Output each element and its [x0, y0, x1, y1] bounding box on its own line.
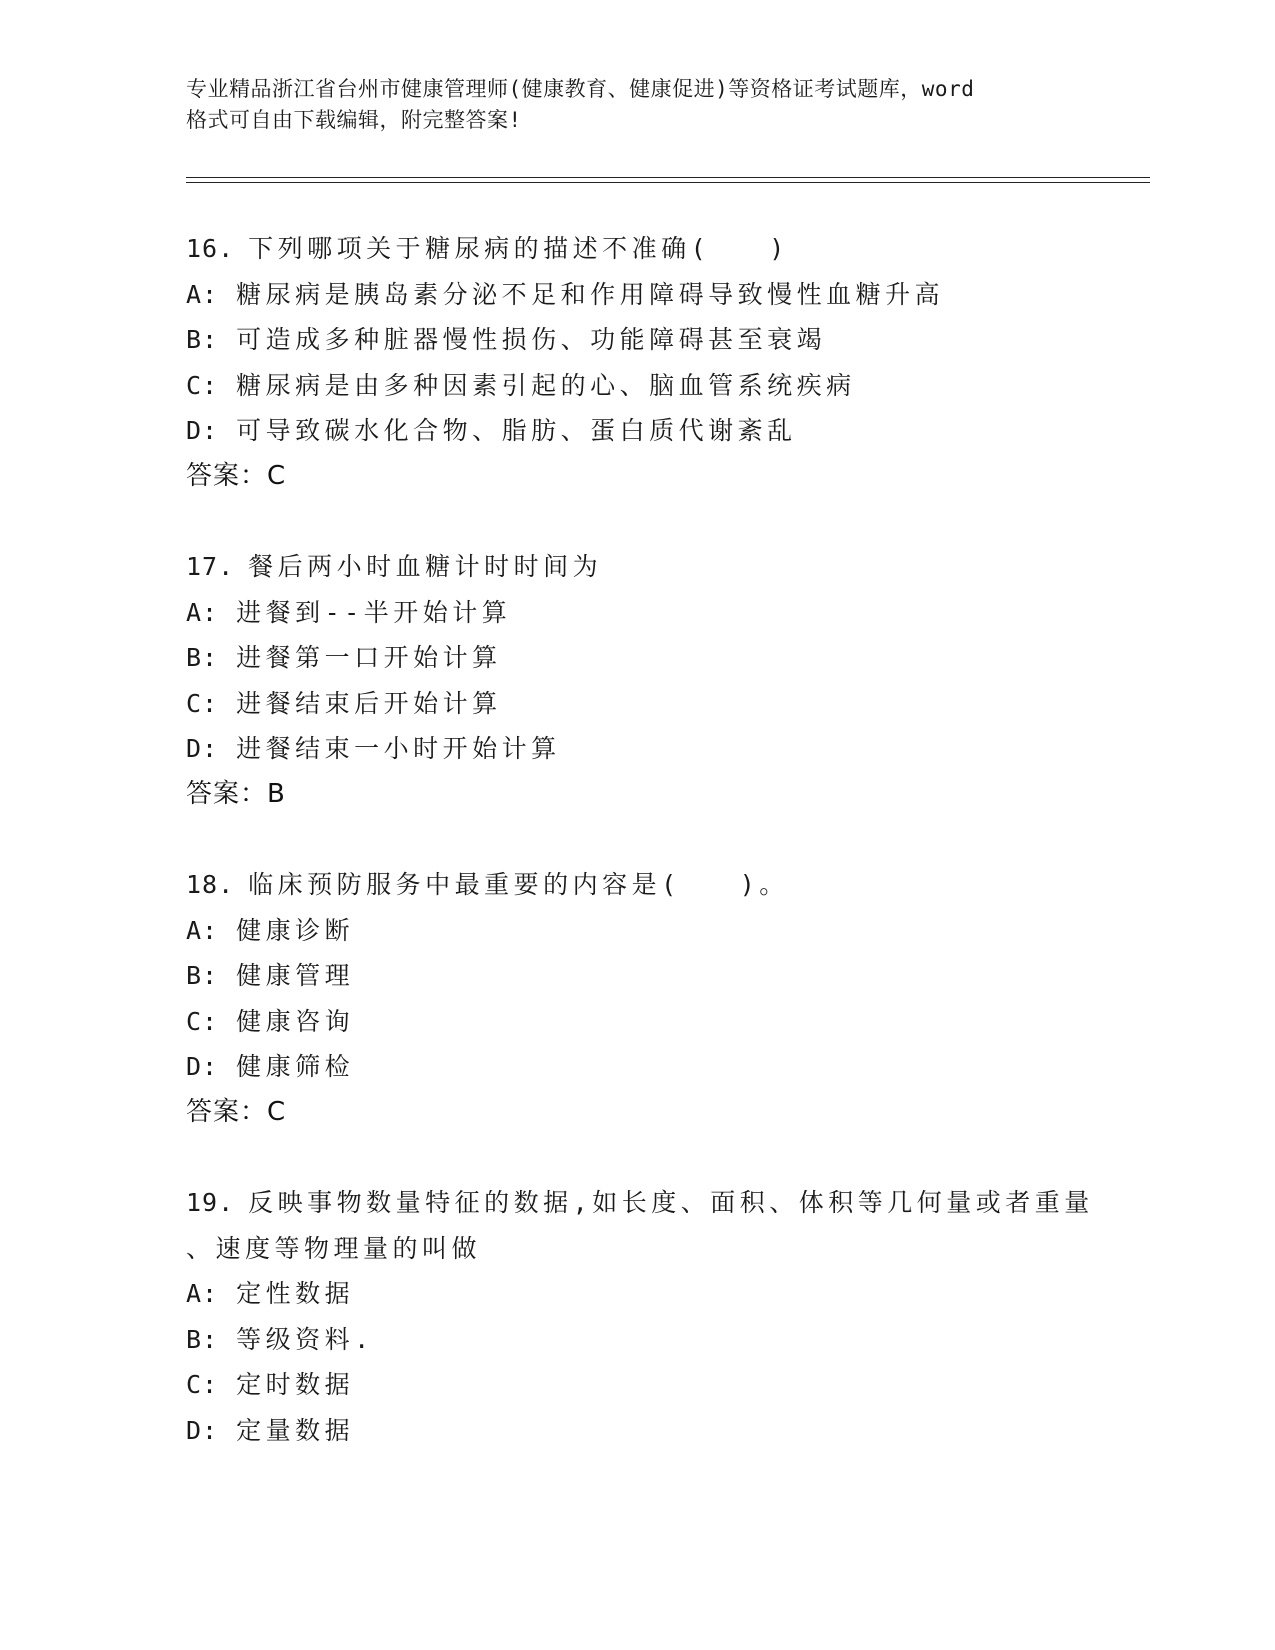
option-b	[186, 635, 1186, 681]
header-divider-bottom	[186, 182, 1150, 183]
option-text: 定时数据	[236, 1370, 355, 1399]
option-key: D:	[186, 734, 219, 763]
option-key: C:	[186, 1370, 219, 1399]
question-stem	[186, 226, 1186, 272]
option-text: 可导致碳水化合物、脂肪、蛋白质代谢紊乱	[236, 416, 797, 445]
question-19	[186, 1180, 1186, 1453]
option-d	[186, 1408, 1186, 1454]
option-d	[186, 726, 1186, 772]
option-text: 健康咨询	[236, 1006, 355, 1036]
option-text: 进餐到--半开始计算	[236, 597, 512, 627]
option-key: A:	[186, 915, 219, 945]
option-text: 定量数据	[236, 1415, 355, 1445]
option-key: A:	[186, 279, 219, 309]
option-key: C:	[186, 370, 219, 400]
option-c	[186, 363, 1186, 409]
option-text: 糖尿病是由多种因素引起的心、脑血管系统疾病	[236, 370, 856, 400]
option-text: 进餐结束一小时开始计算	[236, 734, 561, 763]
option-key: D:	[186, 416, 219, 445]
option-c	[186, 999, 1186, 1045]
question-18	[186, 862, 1186, 1135]
option-key: B:	[186, 961, 219, 990]
option-key: D:	[186, 1052, 219, 1081]
header-line-2: 格式可自由下载编辑，附完整答案!	[186, 108, 522, 132]
question-number: 18.	[186, 870, 235, 899]
option-key: A:	[186, 1279, 219, 1308]
option-text: 进餐第一口开始计算	[236, 643, 502, 672]
option-key: C:	[186, 688, 219, 718]
option-text: 健康筛检	[236, 1052, 355, 1081]
question-17	[186, 544, 1186, 817]
option-text: 糖尿病是胰岛素分泌不足和作用障碍导致慢性血糖升高	[236, 279, 945, 309]
document-header	[186, 74, 1086, 136]
option-c	[186, 1362, 1186, 1408]
option-key: B:	[186, 643, 219, 672]
option-key: B:	[186, 1324, 219, 1354]
question-stem	[186, 1180, 1186, 1226]
option-text: 等级资料.	[236, 1324, 374, 1354]
question-text: 餐后两小时血糖计时时间为	[248, 552, 603, 581]
option-d	[186, 1044, 1186, 1090]
answer-label: 答案：C	[186, 1096, 287, 1127]
option-text: 健康诊断	[236, 915, 355, 945]
question-stem	[186, 544, 1186, 590]
option-d	[186, 408, 1186, 454]
option-text: 可造成多种脏器慢性损伤、功能障碍甚至衰竭	[236, 325, 827, 354]
answer-label: 答案：B	[186, 778, 286, 809]
option-text: 进餐结束后开始计算	[236, 688, 502, 718]
answer-label: 答案：C	[186, 460, 287, 491]
option-text: 定性数据	[236, 1279, 355, 1308]
option-b	[186, 953, 1186, 999]
option-key: C:	[186, 1006, 219, 1036]
option-c	[186, 681, 1186, 727]
option-b	[186, 1317, 1186, 1363]
question-number: 16.	[186, 234, 235, 263]
question-number: 17.	[186, 552, 235, 581]
option-a	[186, 1271, 1186, 1317]
option-b	[186, 317, 1186, 363]
question-number: 19.	[186, 1188, 235, 1217]
question-text: 临床预防服务中最重要的内容是( )。	[248, 870, 789, 899]
option-key: B:	[186, 325, 219, 354]
option-a	[186, 272, 1186, 318]
header-divider-top	[186, 177, 1150, 178]
option-text: 健康管理	[236, 961, 355, 990]
option-key: A:	[186, 597, 219, 627]
question-stem	[186, 862, 1186, 908]
option-key: D:	[186, 1415, 219, 1445]
question-text: 反映事物数量特征的数据,如长度、面积、体积等几何量或者重量	[248, 1188, 1094, 1217]
header-line-1: 专业精品浙江省台州市健康管理师(健康教育、健康促进)等资格证考试题库，word	[186, 77, 975, 101]
option-a	[186, 908, 1186, 954]
question-text: 下列哪项关于糖尿病的描述不准确( )	[248, 234, 789, 263]
question-16	[186, 226, 1186, 499]
option-a	[186, 590, 1186, 636]
question-stem-continuation: 、速度等物理量的叫做	[186, 1233, 482, 1263]
